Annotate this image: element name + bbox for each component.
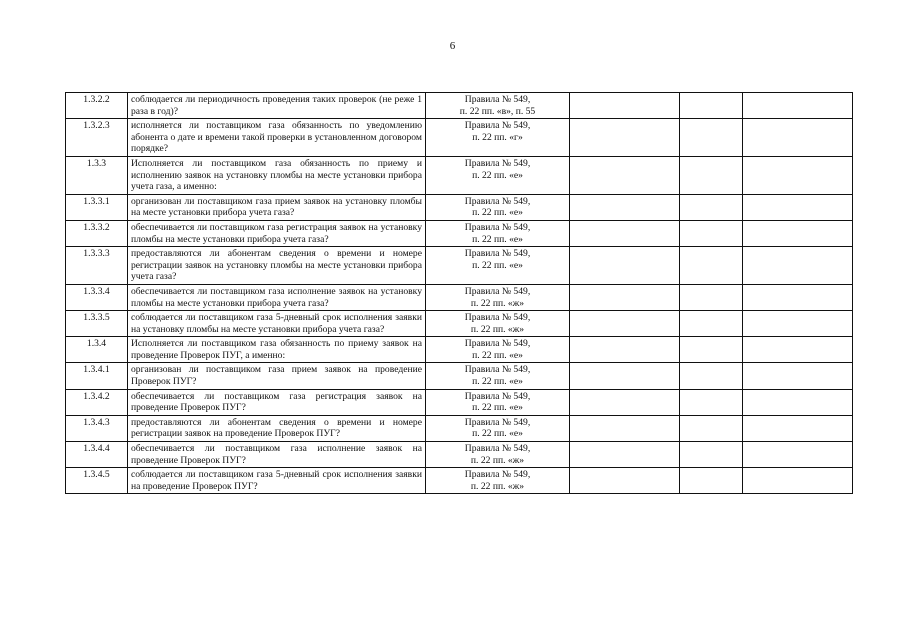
table-row [66,119,853,157]
reference-line-1: Правила № 549, [464,157,531,169]
answer-cell [680,284,743,310]
legal-reference [426,194,570,220]
notes-cell [743,415,853,441]
notes-cell [743,247,853,285]
item-number: 1.3.4.3 [66,415,128,441]
notes-cell [743,93,853,119]
table-row [66,337,853,363]
reference-line-1: Правила № 549, [464,248,531,260]
answer-cell [570,363,680,389]
legal-reference [426,363,570,389]
reference-line-1: Правила № 549, [464,364,531,376]
answer-cell [570,220,680,246]
table-row [66,247,853,285]
question-text: обеспечивается ли поставщиком газа регистрация заявок на установку пломбы на месте установки прибора учета газа? [128,220,426,246]
answer-cell [570,337,680,363]
item-number: 1.3.4.2 [66,389,128,415]
table-row [66,156,853,194]
legal-reference [426,93,570,119]
answer-cell [570,389,680,415]
answer-cell [570,93,680,119]
reference-line-2: п. 22 пп. «е» [472,349,523,361]
answer-cell [680,194,743,220]
answer-cell [570,194,680,220]
table-row [66,93,853,119]
reference-line-1: Правила № 549, [464,469,531,481]
table-row [66,442,853,468]
question-text: обеспечивается ли поставщиком газа исполнение заявок на проведение Проверок ПУГ? [128,442,426,468]
answer-cell [570,468,680,494]
legal-reference [426,337,570,363]
legal-reference [426,389,570,415]
question-text: обеспечивается ли поставщиком газа исполнение заявок на установку пломбы на месте установки прибора учета газа? [128,284,426,310]
question-text: Исполняется ли поставщиком газа обязанность по приему и исполнению заявок на установку пломбы на месте установки прибора учета газа, а именно: [128,156,426,194]
answer-cell [680,119,743,157]
answer-cell [680,156,743,194]
notes-cell [743,337,853,363]
table-row [66,363,853,389]
notes-cell [743,389,853,415]
answer-cell [570,119,680,157]
reference-line-1: Правила № 549, [464,443,531,455]
reference-line-2: п. 22 пп. «е» [472,233,523,245]
reference-line-2: п. 22 пп. «е» [472,402,523,414]
notes-cell [743,284,853,310]
reference-line-2: п. 22 пп. «е» [472,207,523,219]
reference-line-2: п. 22 пп. «ж» [470,323,525,335]
page-number: 6 [449,40,456,52]
reference-line-1: Правила № 549, [464,120,531,132]
question-text: исполняется ли поставщиком газа обязанность по уведомлению абонента о дате и времени такой проверки в установленном договором порядке? [128,119,426,157]
notes-cell [743,119,853,157]
answer-cell [570,156,680,194]
table-row [66,284,853,310]
reference-line-1: Правила № 549, [464,94,531,105]
table-row [66,194,853,220]
question-text: соблюдается ли поставщиком газа 5-дневный срок исполнения заявки на установку пломбы на месте установки прибора учета газа? [128,311,426,337]
item-number: 1.3.3.1 [66,194,128,220]
reference-line-2: п. 22 пп. «ж» [470,480,525,492]
reference-line-2: п. 22 пп. «ж» [470,454,525,466]
answer-cell [680,247,743,285]
reference-line-2: п. 22 пп. «ж» [470,297,525,309]
table-row [66,389,853,415]
reference-line-2: п. 22 пп. «е» [472,259,523,271]
answer-cell [680,468,743,494]
item-number: 1.3.4 [66,337,128,363]
table-row [66,311,853,337]
item-number: 1.3.3 [66,156,128,194]
answer-cell [680,220,743,246]
reference-line-2: п. 22 пп. «е» [472,169,523,181]
reference-line-1: Правила № 549, [464,285,531,297]
question-text: обеспечивается ли поставщиком газа регистрация заявок на проведение Проверок ПУГ? [128,389,426,415]
reference-line-1: Правила № 549, [464,312,531,324]
item-number: 1.3.3.2 [66,220,128,246]
notes-cell [743,311,853,337]
answer-cell [570,442,680,468]
item-number: 1.3.4.4 [66,442,128,468]
notes-cell [743,363,853,389]
checklist-table [65,92,853,494]
answer-cell [680,93,743,119]
question-text: Исполняется ли поставщиком газа обязанность по приему заявок на проведение Проверок ПУГ, а именно: [128,337,426,363]
legal-reference [426,119,570,157]
answer-cell [680,311,743,337]
answer-cell [680,337,743,363]
question-text: организован ли поставщиком газа прием заявок на установку пломбы на месте установки прибора учета газа? [128,194,426,220]
reference-line-1: Правила № 549, [464,338,531,350]
legal-reference [426,415,570,441]
item-number: 1.3.3.5 [66,311,128,337]
item-number: 1.3.4.5 [66,468,128,494]
reference-line-1: Правила № 549, [464,221,531,233]
notes-cell [743,156,853,194]
notes-cell [743,194,853,220]
table-row [66,468,853,494]
item-number: 1.3.4.1 [66,363,128,389]
item-number: 1.3.3.3 [66,247,128,285]
legal-reference [426,247,570,285]
question-text: предоставляются ли абонентам сведения о времени и номере регистрации заявок на установку пломбы на месте установки прибора учета газа? [128,247,426,285]
reference-line-1: Правила № 549, [464,416,531,428]
legal-reference [426,442,570,468]
answer-cell [680,363,743,389]
question-text: соблюдается ли поставщиком газа 5-дневный срок исполнения заявки на проведение Проверок ПУГ? [128,468,426,494]
answer-cell [680,442,743,468]
answer-cell [680,389,743,415]
table-row [66,415,853,441]
reference-line-1: Правила № 549, [464,195,531,207]
item-number: 1.3.3.4 [66,284,128,310]
question-text: соблюдается ли периодичность проведения таких проверок (не реже 1 раза в год)? [128,93,426,119]
notes-cell [743,468,853,494]
item-number: 1.3.2.3 [66,119,128,157]
question-text: организован ли поставщиком газа прием заявок на проведение Проверок ПУГ? [128,363,426,389]
reference-line-1: Правила № 549, [464,390,531,402]
reference-line-2: п. 22 пп. «г» [472,131,523,143]
legal-reference [426,220,570,246]
legal-reference [426,156,570,194]
legal-reference [426,468,570,494]
legal-reference [426,311,570,337]
answer-cell [680,415,743,441]
notes-cell [743,442,853,468]
answer-cell [570,415,680,441]
reference-line-2: п. 22 пп. «в», п. 55 [459,105,536,117]
answer-cell [570,311,680,337]
legal-reference [426,284,570,310]
table-row [66,220,853,246]
answer-cell [570,284,680,310]
answer-cell [570,247,680,285]
item-number: 1.3.2.2 [66,93,128,119]
reference-line-2: п. 22 пп. «е» [472,428,523,440]
reference-line-2: п. 22 пп. «е» [472,376,523,388]
question-text: предоставляются ли абонентам сведения о времени и номере регистрации заявок на проведение Проверок ПУГ? [128,415,426,441]
notes-cell [743,220,853,246]
